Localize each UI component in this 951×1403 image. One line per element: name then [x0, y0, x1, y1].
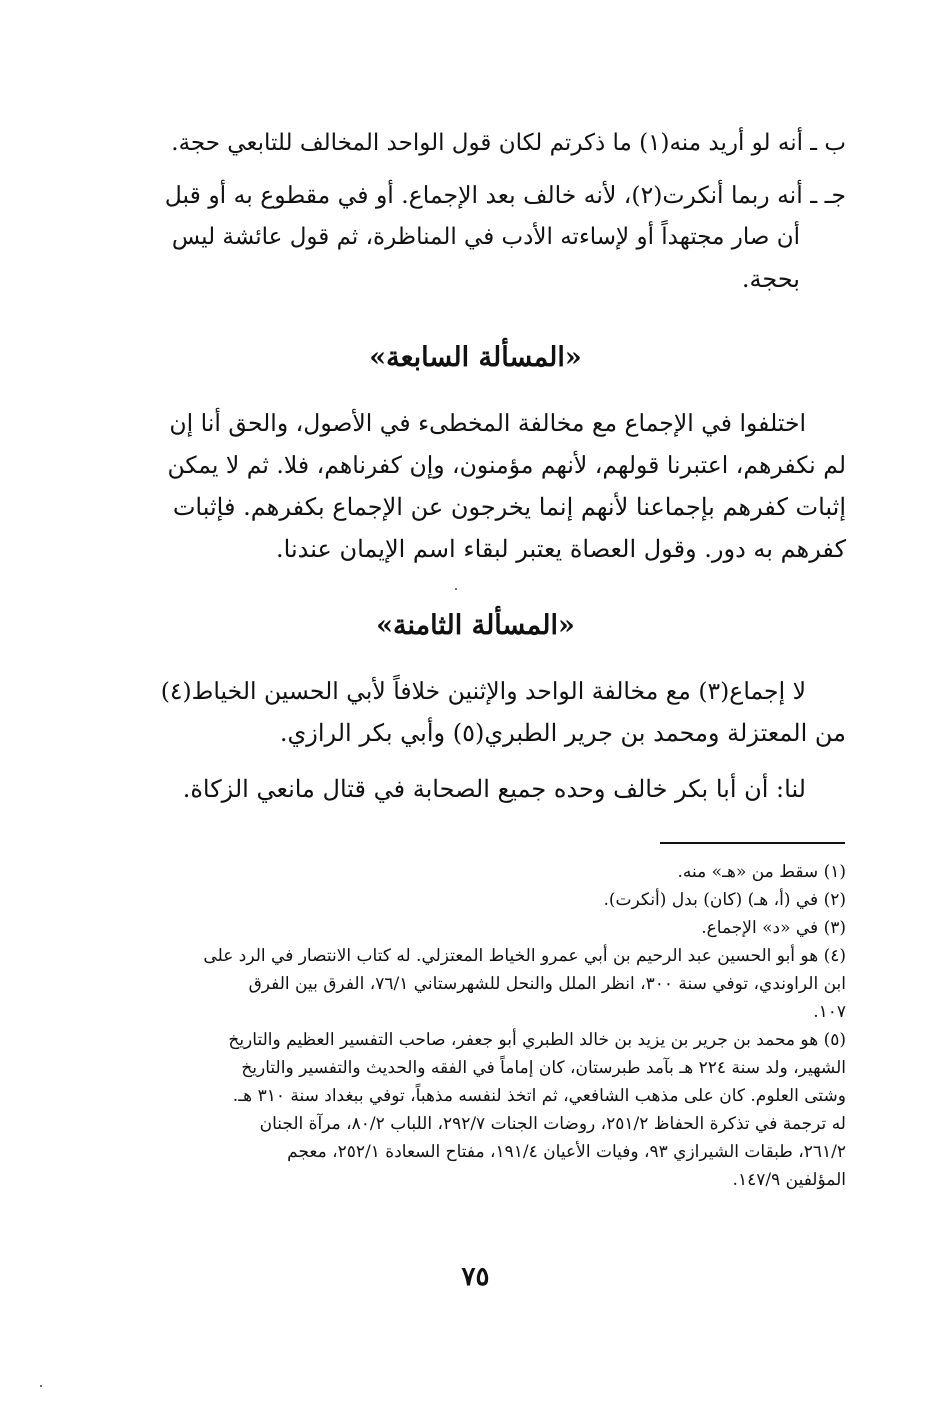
section-8-line-3: لنا: أن أبا بكر خالف وحده جميع الصحابة في قتال مانعي الزكاة.: [182, 775, 806, 803]
footnote-2: (٢) في (أ، هـ) (كان) بدل (أنكرت).: [603, 890, 846, 910]
footnote-5-line-6: المؤلفين ١٤٧/٩.: [732, 1170, 846, 1190]
footnote-4-line-2: ابن الراوندي، توفي سنة ٣٠٠، انظر الملل والنحل للشهرستاني ٧٦/١، الفرق بين الفرق: [248, 974, 846, 994]
paragraph-j-line-1: جـ ـ أنه ربما أنكرت(٢)، لأنه خالف بعد الإجماع. أو في مقطوع به أو قبل: [164, 181, 846, 209]
paragraph-b: [160, 122, 846, 164]
footnotes: [160, 858, 846, 1194]
footnote-separator: [660, 842, 845, 844]
paragraph-j-line-3: بحجة.: [741, 265, 800, 293]
page-number: ٧٥: [461, 1262, 490, 1292]
footnote-5-line-5: ٢٦١/٢، طبقات الشيرازي ٩٣، وفيات الأعيان ١٩١/٤، مفتاح السعادة ٢٥٢/١، معجم: [287, 1142, 846, 1162]
paragraph-j-line-2: أن صار مجتهداً أو لإساءته الأدب في المناظرة، ثم قول عائشة ليس: [171, 224, 800, 250]
section-8-heading: «المسألة الثامنة»: [376, 610, 575, 641]
paragraph-j-continuation: [160, 216, 800, 300]
footnote-5-line-4: له ترجمة في تذكرة الحفاظ ٢٥١/٢، روضات الجنات ٢٩٢/٧، اللباب ٨٠/٢، مرآة الجنان: [259, 1114, 846, 1134]
section-7-line-1: اختلفوا في الإجماع مع مخالفة المخطىء في الأصول، والحق أنا إن: [169, 409, 806, 437]
footnote-5-line-3: وشتى العلوم. كان على مذهب الشافعي، ثم اتخذ لنفسه مذهباً، توفي ببغداد سنة ٣١٠ هـ.: [232, 1086, 846, 1106]
footnote-5-line-1: (٥) هو محمد بن جرير بن يزيد بن خالد الطبري أبو جعفر، صاحب التفسير العظيم والتاريخ: [228, 1030, 846, 1050]
section-8-line-1: لا إجماع(٣) مع مخالفة الواحد والإثنين خلافاً لأبي الحسين الخياط(٤): [160, 677, 806, 705]
section-7-body: [160, 402, 846, 570]
footnote-4-line-3: ١٠٧.: [813, 1002, 846, 1022]
footnote-1: (١) سقط من «هـ» منه.: [677, 862, 846, 882]
paragraph-j: [160, 174, 846, 216]
footnote-5-line-2: الشهير، ولد سنة ٢٢٤ هـ بآمد طبرستان، كان إماماً في الفقه والحديث والتفسير والتاريخ: [241, 1058, 846, 1078]
footnote-4-line-1: (٤) هو أبو الحسين عبد الرحيم بن أبي عمرو الخياط المعتزلي. له كتاب الانتصار في الرد على: [203, 946, 846, 966]
section-8-argument: [160, 768, 846, 810]
footnote-3: (٣) في «د» الإجماع.: [701, 918, 846, 938]
paragraph-b-line: ب ـ أنه لو أريد منه(١) ما ذكرتم لكان قول الواحد المخالف للتابعي حجة.: [171, 130, 846, 156]
section-8-line-2: من المعتزلة ومحمد بن جرير الطبري(٥) وأبي بكر الرازي.: [279, 719, 846, 747]
scan-speck: [455, 588, 457, 590]
section-8-body: [160, 670, 846, 754]
scan-speck: [40, 1385, 42, 1387]
section-7-line-3: إثبات كفرهم بإجماعنا لأنهم إنما يخرجون عن الإجماع بكفرهم. فإثبات: [172, 493, 846, 521]
section-7-line-2: لم نكفرهم، اعتبرنا قولهم، لأنهم مؤمنون، وإن كفرناهم، فلا. ثم لا يمكن: [167, 451, 846, 479]
section-7-line-4: كفرهم به دور. وقول العصاة يعتبر لبقاء اسم الإيمان عندنا.: [276, 535, 846, 563]
section-7-heading: «المسألة السابعة»: [369, 342, 582, 373]
